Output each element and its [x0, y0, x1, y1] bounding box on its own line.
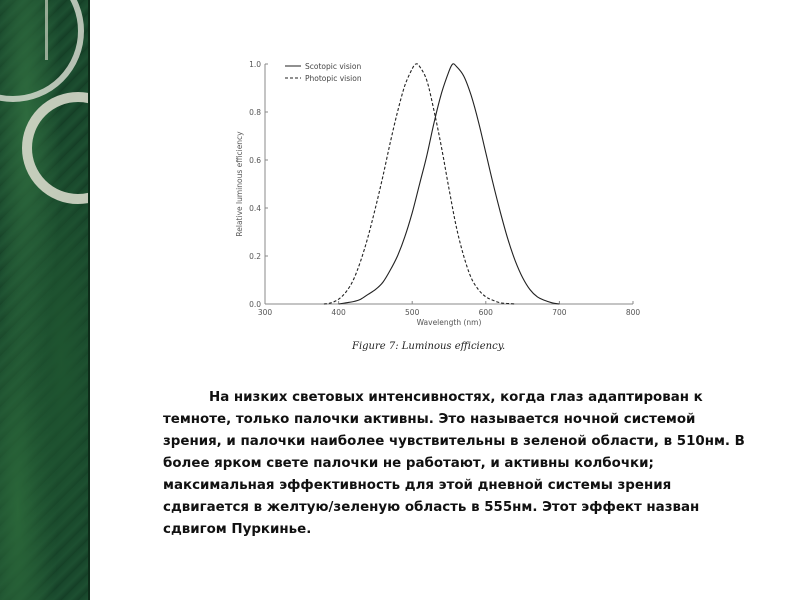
chart-ticks [249, 60, 640, 317]
y-tick-label: 0.8 [249, 108, 261, 117]
luminous-efficiency-chart [225, 50, 645, 335]
chart-axes [265, 64, 633, 304]
decorative-ring [0, 0, 84, 102]
x-tick-label: 400 [331, 308, 346, 317]
chart-series [324, 64, 560, 304]
x-tick-label: 300 [257, 308, 273, 317]
x-axis-label: Wavelength (nm) [416, 318, 482, 327]
sidebar-divider [88, 0, 90, 600]
y-tick-label: 0.2 [249, 252, 261, 261]
x-tick-label: 800 [625, 308, 641, 317]
legend-entry: Photopic vision [305, 74, 362, 83]
x-tick-label: 700 [552, 308, 567, 317]
y-tick-label: 0.4 [249, 204, 261, 213]
decorative-line [45, 0, 48, 60]
decorative-sidebar [0, 0, 88, 600]
figure-caption: Figure 7: Luminous efficiency. [352, 341, 506, 352]
decorative-ring [22, 92, 88, 204]
y-tick-label: 1.0 [249, 60, 261, 69]
y-axis-label: Relative luminous efficiency [235, 131, 244, 237]
series-line-scotopic [339, 64, 560, 304]
x-tick-label: 600 [478, 308, 493, 317]
x-tick-label: 500 [405, 308, 420, 317]
y-tick-label: 0.0 [249, 300, 261, 309]
legend-entry: Scotopic vision [305, 62, 362, 71]
chart-legend [285, 62, 362, 83]
y-tick-label: 0.6 [249, 156, 261, 165]
body-paragraph: На низких световых интенсивностях, когда глаз адаптирован к темноте, только палочки активны. Это называется ночной системой зрения, и палочки наиболее чувствительны в зеленой области, в 510нм. В более ярком свете палочки не работают, и активны колбочки; максимальная эффективность для этой дневной системы зрения сдвигается в желтую/зеленую область в 555нм. Этот эффект назван сдвигом Пуркинье. [163, 390, 745, 537]
